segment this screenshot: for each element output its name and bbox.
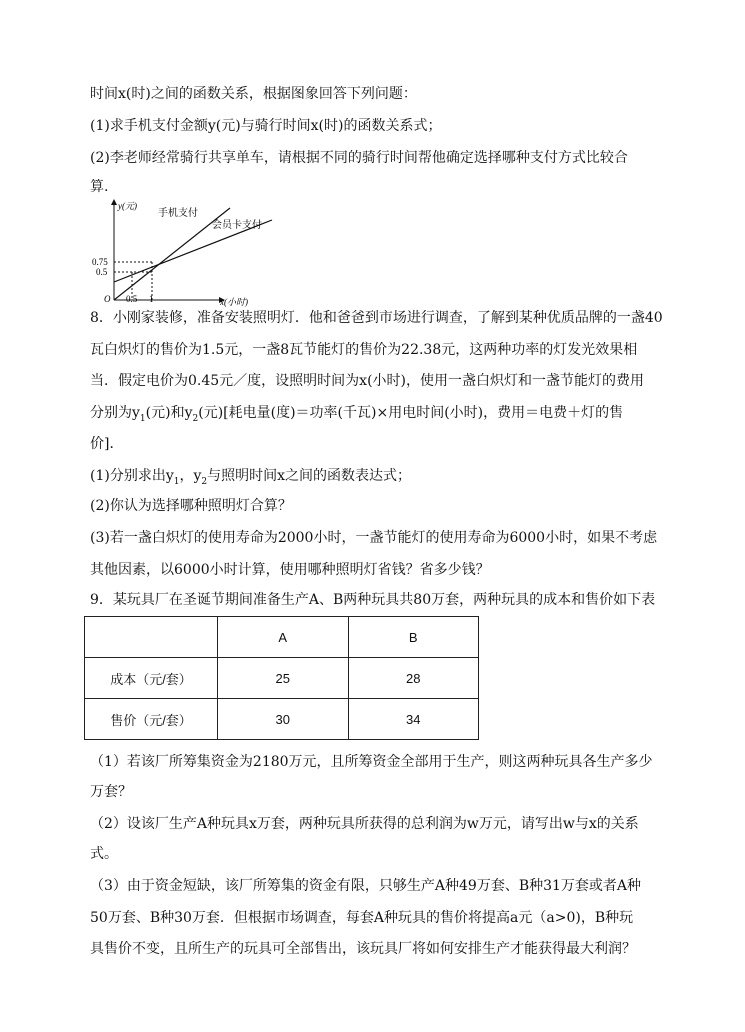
table-cell: 售价（元/套） xyxy=(85,699,218,740)
y-tick-label: 0.5 xyxy=(96,267,108,277)
text-line: 算. xyxy=(90,179,109,195)
text-line: (1)求手机支付金额y(元)与骑行时间x(时)的函数关系式； xyxy=(90,118,442,134)
text-line: 具售价不变，且所生产的玩具可全部售出，该玩具厂将如何安排生产才能获得最大利润？ xyxy=(90,941,636,957)
y-axis-label: y(元) xyxy=(118,201,137,211)
text-line: 时间x(时)之间的函数关系，根据图象回答下列问题： xyxy=(90,86,417,102)
text-line: 万套？ xyxy=(90,784,132,800)
text-line: (2)你认为选择哪种照明灯合算？ xyxy=(90,498,292,514)
text-line: 瓦白炽灯的售价为1.5元，一盏8瓦节能灯的售价为22.38元，这两种功率的灯发光效果相 xyxy=(90,342,638,358)
text-line: 当．假定电价为0.45元／度，设照明时间为x(小时)，使用一盏白炽灯和一盏节能灯的费用 xyxy=(90,373,644,389)
x-tick-label: 1 xyxy=(149,294,154,304)
text-line: 50万套、B种30万套．但根据市场调查，每套A种玩具的售价将提高a元（a>0)，B种玩 xyxy=(90,910,634,926)
series-label-card: 会员卡支付 xyxy=(212,220,262,231)
x-tick-label: 0.5 xyxy=(126,294,138,304)
table-cell: B xyxy=(348,617,479,658)
table-cell: 25 xyxy=(218,658,349,699)
text-line: 9．某玩具厂在圣诞节期间准备生产A、B两种玩具共80万套，两种玩具的成本和售价如下表 xyxy=(90,592,656,608)
table-cell: 34 xyxy=(348,699,479,740)
text-line: （2）设该厂生产A种玩具x万套，两种玩具所获得的总利润为w万元，请写出w与x的关系 xyxy=(90,816,639,832)
table-header-row xyxy=(85,617,479,658)
text-line: 价]． xyxy=(90,436,124,452)
text-line: (2)李老师经常骑行共享单车，请根据不同的骑行时间帮他确定选择哪种支付方式比较合 xyxy=(90,150,628,166)
table-row xyxy=(85,658,479,699)
table-cell xyxy=(85,617,218,658)
origin-label: O xyxy=(104,294,111,304)
series-label-phone: 手机支付 xyxy=(158,208,198,219)
x-axis-label: x(小时) xyxy=(220,297,248,307)
cost-price-table xyxy=(84,616,479,740)
text-line: (3)若一盏白炽灯的使用寿命为2000小时，一盏节能灯的使用寿命为6000小时，如果不考虑 xyxy=(90,530,658,546)
table-cell: A xyxy=(218,617,349,658)
table-cell: 30 xyxy=(218,699,349,740)
payment-graph xyxy=(92,196,282,308)
text-line: （1）若该厂所筹集资金为2180万元，且所筹资金全部用于生产，则这两种玩具各生产多少 xyxy=(90,754,653,770)
text-line-subscript: (1)分别求出$y_1$，$y_2$与照明时间x之间的函数表达式； xyxy=(90,468,412,487)
table-cell: 成本（元/套） xyxy=(85,658,218,699)
y-tick-label: 0.75 xyxy=(92,257,108,267)
text-line: 其他因素，以6000小时计算，使用哪种照明灯省钱？省多少钱？ xyxy=(90,562,490,578)
table-row xyxy=(85,699,479,740)
text-line: 式。 xyxy=(90,846,118,862)
text-line: 8．小刚家装修，准备安装照明灯．他和爸爸到市场进行调查，了解到某种优质品牌的一盏40 xyxy=(90,310,663,326)
text-line-subscript: 分别为$y_1$(元)和$y_2$(元)[耗电量(度)＝功率(千瓦)×用电时间(小时)，费用＝电费＋灯的售 xyxy=(90,405,624,424)
text-line: （3）由于资金短缺，该厂所筹集的资金有限，只够生产A种49万套、B种31万套或者A种 xyxy=(90,878,642,894)
table-cell: 28 xyxy=(348,658,479,699)
